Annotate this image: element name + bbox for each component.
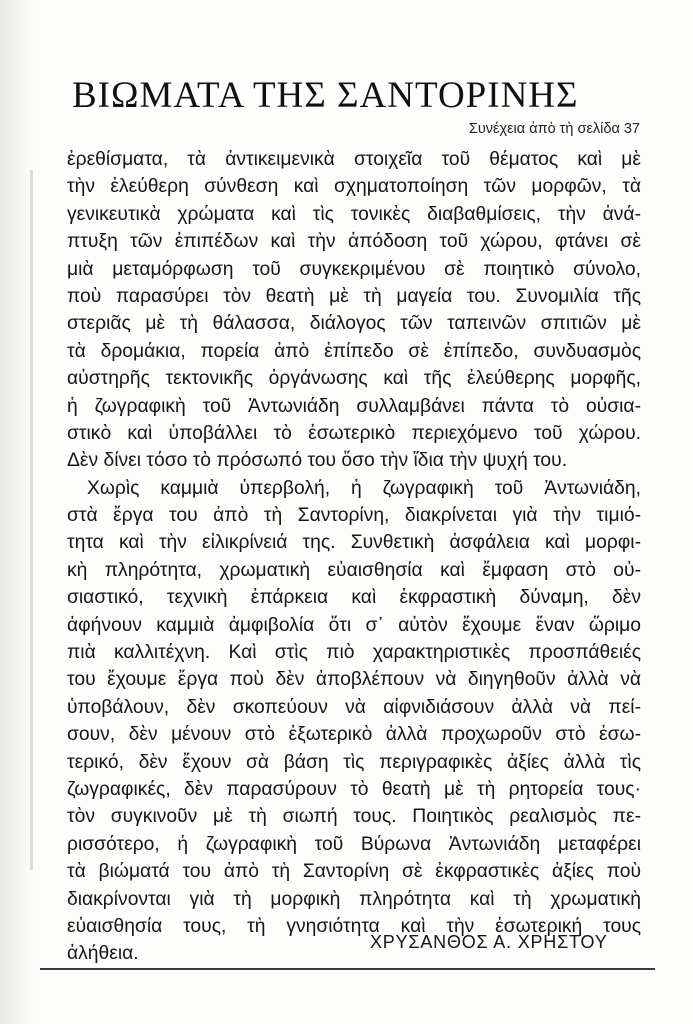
text-line: ἀφήνουν καμμιὰ ἀμφιβολία ὅτι σ᾽ αὐτὸν ἔχουμε ἕναν ὥριμο <box>67 614 641 636</box>
text-line: ἡ ζωγραφικὴ τοῦ Ἀντωνιάδη συλλαμβάνει πάντα τὸ οὐσια- <box>67 395 641 417</box>
text-line: στὰ ἔργα του ἀπὸ τὴ Σαντορίνη, διακρίνεται γιὰ τὴν τιμιό- <box>67 505 641 527</box>
text-line: τερικό, δὲν ἔχουν σὰ βάση τὶς περιγραφικὲς ἀξίες ἀλλὰ τὶς <box>67 751 641 773</box>
text-line: ζωγραφικές, δὲν παρασύρουν τὸ θεατὴ μὲ τὴ ρητορεία τους· <box>67 778 641 800</box>
text-line: σουν, δὲν μένουν στὸ ἐξωτερικὸ ἀλλὰ προχωροῦν στὸ ἐσω- <box>67 724 641 746</box>
text-line: κὴ πληρότητα, χρωματικὴ εὐαισθησία καὶ ἔμφαση στὸ οὐ- <box>67 559 641 581</box>
text-line: ὑποβάλουν, δὲν σκοπεύουν νὰ αἰφνιδιάσουν ἀλλὰ νὰ πεί- <box>67 696 641 718</box>
text-line: Δὲν δίνει τόσο τὸ πρόσωπό του ὅσο τὴν ἴδια τὴν ψυχή του. <box>67 450 568 472</box>
paper-fold-shadow <box>30 170 33 870</box>
text-line: του ἔχουμε ἔργα ποὺ δὲν ἀποβλέπουν νὰ διηγηθοῦν ἀλλὰ νὰ <box>67 669 641 691</box>
text-line: εὐαισθησία τους, τὴ γνησιότητα καὶ τὴν ἐσωτερική τους <box>67 915 641 937</box>
torn-paper-edge <box>0 0 34 1024</box>
text-line: γενικευτικὰ χρώματα καὶ τὶς τονικὲς διαβαθμίσεις, τὴν ἀνά- <box>67 203 641 225</box>
text-line: ποὺ παρασύρει τὸν θεατὴ μὲ τὴ μαγεία του. Συνομιλία τῆς <box>67 285 641 307</box>
text-line: Χωρὶς καμμιὰ ὑπερβολή, ἡ ζωγραφικὴ τοῦ Ἀντωνιάδη, <box>87 477 641 499</box>
text-line: πιὰ καλλιτέχνη. Καὶ στὶς πιὸ χαρακτηριστικὲς προσπάθειές <box>67 642 641 664</box>
paragraph-2 <box>67 475 641 968</box>
text-line: διακρίνονται γιὰ τὴ μορφικὴ πληρότητα καὶ τὴ χρωματικὴ <box>67 888 641 910</box>
author-signature: ΧΡΥΣΑΝΘΟΣ Α. ΧΡΗΣΤΟΥ <box>370 932 608 952</box>
text-line: τὸν συγκινοῦν μὲ τὴ σιωπή τους. Ποιητικὸς ρεαλισμὸς πε- <box>67 806 641 828</box>
text-line: σιαστικό, τεχνικὴ ἐπάρκεια καὶ ἐκφραστικὴ δύναμη, δὲν <box>67 587 641 609</box>
text-line: στικὸ καὶ ὑποβάλλει τὸ ἐσωτερικὸ περιεχόμενο τοῦ χώρου. <box>67 422 641 444</box>
text-line: τὰ δρομάκια, πορεία ἀπὸ ἐπίπεδο σὲ ἐπίπεδο, συνδυασμὸς <box>67 340 641 362</box>
text-line: τὴν ἐλεύθερη σύνθεση καὶ σχηματοποίηση τῶν μορφῶν, τὰ <box>67 176 641 198</box>
text-line: στεριᾶς μὲ τὴ θάλασσα, διάλογος τῶν ταπεινῶν σπιτιῶν μὲ <box>67 313 641 335</box>
text-line: τητα καὶ τὴν εἰλικρίνειά της. Συνθετικὴ ἀσφάλεια καὶ μορφι- <box>67 532 641 554</box>
paragraph-1 <box>67 146 641 475</box>
text-line: ἐρεθίσματα, τὰ ἀντικειμενικὰ στοιχεῖα τοῦ θέματος καὶ μὲ <box>67 149 641 170</box>
text-line: πτυξη τῶν ἐπιπέδων καὶ τὴν ἀπόδοση τοῦ χώρου, φτάνει σὲ <box>67 231 641 253</box>
bottom-rule <box>40 968 655 970</box>
text-line: ρισσότερο, ἡ ζωγραφικὴ τοῦ Βύρωνα Ἀντωνιάδη μεταφέρει <box>67 833 641 855</box>
text-line: ἀλήθεια. <box>67 943 139 965</box>
text-line: τὰ βιώματά του ἀπὸ τὴ Σαντορίνη σὲ ἐκφραστικὲς ἀξίες ποὺ <box>67 861 641 883</box>
article-body <box>67 146 641 968</box>
article-title: ΒΙΩΜΑΤΑ ΤΗΣ ΣΑΝΤΟΡΙΝΗΣ <box>72 75 579 116</box>
text-line: αὐστηρῆς τεκτονικῆς ὀργάνωσης καὶ τῆς ἐλεύθερης μορφῆς, <box>67 368 641 390</box>
text-line: μιὰ μεταμόρφωση τοῦ συγκεκριμένου σὲ ποιητικὸ σύνολο, <box>67 258 641 280</box>
continuation-note: Συνέχεια ἀπὸ τὴ σελίδα 37 <box>468 121 640 137</box>
